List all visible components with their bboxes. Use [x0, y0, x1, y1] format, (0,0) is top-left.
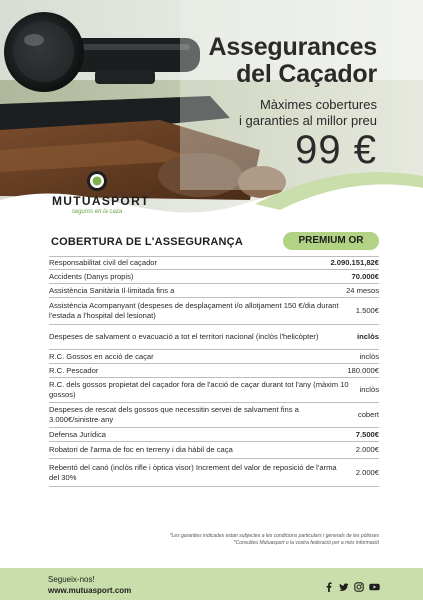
coverage-value: 7.500€	[355, 429, 379, 439]
footnote	[170, 533, 379, 547]
facebook-icon[interactable]	[324, 579, 334, 589]
coverage-row	[49, 364, 379, 378]
instagram-icon[interactable]	[354, 579, 364, 589]
coverage-table	[49, 256, 379, 487]
plan-badge: PREMIUM OR	[283, 232, 379, 250]
footer-bar	[0, 568, 423, 600]
coverage-value: 2.000€	[355, 467, 379, 477]
hero-subtitle	[239, 97, 377, 129]
coverage-label: Despeses de rescat dels gossos que necessitin servei de salvament fins a 3.000€/sinistre·any	[49, 405, 299, 424]
coverage-label: Rebentó del canó (inclòs rifle i òptica visor) Increment del valor de reposició de l'arma del 30%	[49, 462, 337, 482]
coverage-row	[49, 270, 379, 284]
coverage-row	[49, 442, 379, 459]
coverage-value: 1.500€	[355, 306, 379, 315]
coverage-row	[49, 284, 379, 298]
coverage-row	[49, 298, 379, 325]
footer-text	[48, 574, 131, 596]
hero-price: 99 €	[295, 128, 377, 172]
coverage-row	[49, 378, 379, 403]
coverage-row	[49, 256, 379, 270]
footnote-line1: *Les garanties indicades estan subjectes a les condicions particulars i generals de les pòlisses	[169, 533, 379, 539]
brand-tagline: seguros en la caza	[71, 209, 123, 215]
coverage-value: 24 mesos	[346, 285, 379, 295]
follow-label: Segueix-nos!	[48, 575, 95, 584]
coverage-value: inclòs	[357, 332, 379, 341]
coverage-label: R.C. Pescador	[49, 365, 99, 375]
coverage-value: inclòs	[359, 385, 379, 394]
coverage-value: 2.090.151,82€	[330, 258, 379, 267]
target-logo-icon	[86, 170, 108, 192]
coverage-label: R.C. Gossos en acció de caçar	[49, 351, 154, 361]
hero-title	[208, 34, 377, 88]
twitter-icon[interactable]	[339, 579, 349, 589]
social-links	[324, 579, 379, 589]
coverage-row	[49, 428, 379, 442]
coverage-title: COBERTURA DE L'ASSEGURANÇA	[51, 236, 243, 248]
coverage-row	[49, 403, 379, 428]
coverage-label: Robatori de l'arma de foc en terreny i dia hàbil de caça	[49, 445, 233, 454]
coverage-label: Despeses de salvament o evacuació a tot el territori nacional (inclòs l'helicòpter)	[49, 332, 319, 341]
coverage-value: 2.000€	[355, 445, 379, 454]
hero-subtitle-line1: Màximes cobertures	[259, 97, 377, 112]
youtube-icon[interactable]	[369, 579, 379, 589]
coverage-label: R.C. dels gossos propietat del caçador fora de l'acció de caçar durant tot l'any (màxim 10 gossos)	[49, 380, 349, 399]
coverage-row	[49, 350, 379, 364]
coverage-row	[49, 459, 379, 487]
website-link[interactable]: www.mutuasport.com	[48, 586, 132, 595]
coverage-value: 180.000€	[347, 365, 379, 375]
coverage-row	[49, 325, 379, 350]
hero-banner	[0, 0, 423, 225]
coverage-label: Assistència Sanitària Il·limitada fins a	[49, 285, 175, 295]
brand-name: MUTUASPORT	[52, 194, 150, 208]
coverage-label: Defensa Jurídica	[49, 429, 106, 439]
mutuasport-logo	[52, 170, 150, 215]
coverage-value: inclòs	[359, 351, 379, 361]
hero-title-line1: Assegurances	[208, 33, 377, 61]
coverage-value: 70.000€	[351, 271, 379, 281]
hero-title-line2: del Caçador	[236, 60, 377, 88]
footnote-line2: *Consulteu Mutuasport o la vostra federació per a més informació	[233, 540, 379, 546]
hero-subtitle-line2: i garanties al millor preu	[238, 113, 377, 128]
coverage-label: Responsabilitat civil del caçador	[49, 258, 158, 267]
coverage-header	[49, 232, 379, 252]
coverage-label: Assistència Acompanyant (despeses de desplaçament i/o allotjament 150 €/dia durant l'estada a l'hospital del lesionat)	[49, 301, 339, 320]
coverage-value: cobert	[357, 410, 379, 419]
coverage-label: Accidents (Danys propis)	[49, 271, 134, 281]
